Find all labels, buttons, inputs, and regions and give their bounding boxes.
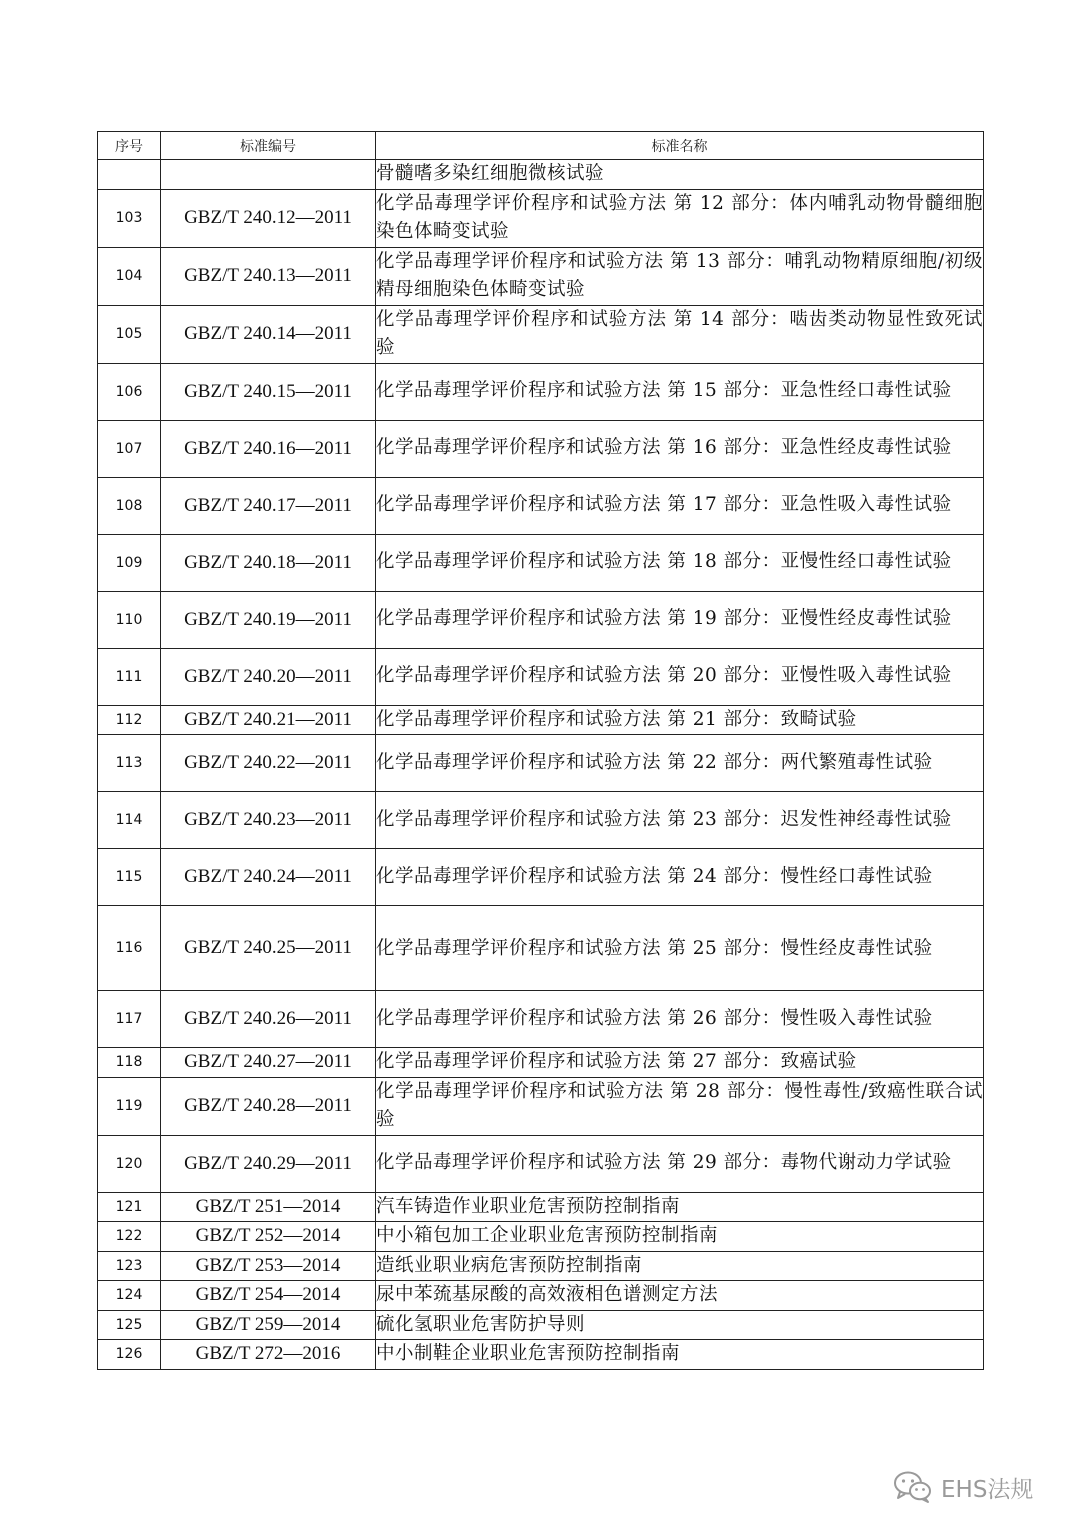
- row-index: 115: [98, 849, 161, 906]
- table-row: [98, 1310, 984, 1340]
- row-index: 124: [98, 1281, 161, 1311]
- row-index: 123: [98, 1251, 161, 1281]
- row-index: 107: [98, 420, 161, 477]
- row-code: GBZ/T 240.14—2011: [161, 305, 376, 363]
- row-name: 化学品毒理学评价程序和试验方法 第 29 部分：毒物代谢动力学试验: [376, 1135, 984, 1192]
- row-code: GBZ/T 240.12—2011: [161, 189, 376, 247]
- table-row: [98, 305, 984, 363]
- standards-table: [97, 131, 984, 1370]
- row-code: GBZ/T 240.22—2011: [161, 735, 376, 792]
- row-code: GBZ/T 272—2016: [161, 1340, 376, 1370]
- row-code: GBZ/T 240.25—2011: [161, 906, 376, 991]
- row-index: [98, 160, 161, 190]
- row-index: 112: [98, 705, 161, 735]
- row-name: 化学品毒理学评价程序和试验方法 第 19 部分：亚慢性经皮毒性试验: [376, 591, 984, 648]
- row-code: [161, 160, 376, 190]
- row-name: 化学品毒理学评价程序和试验方法 第 16 部分：亚急性经皮毒性试验: [376, 420, 984, 477]
- row-code: GBZ/T 240.15—2011: [161, 363, 376, 420]
- row-index: 104: [98, 247, 161, 305]
- row-index: 105: [98, 305, 161, 363]
- table-row: [98, 363, 984, 420]
- row-code: GBZ/T 240.19—2011: [161, 591, 376, 648]
- row-name: 化学品毒理学评价程序和试验方法 第 25 部分：慢性经皮毒性试验: [376, 906, 984, 991]
- table-row: [98, 735, 984, 792]
- row-code: GBZ/T 254—2014: [161, 1281, 376, 1311]
- table-row: [98, 648, 984, 705]
- row-code: GBZ/T 240.13—2011: [161, 247, 376, 305]
- row-name: 化学品毒理学评价程序和试验方法 第 13 部分：哺乳动物精原细胞/初级精母细胞染色体畸变试验: [376, 247, 984, 305]
- row-index: 118: [98, 1048, 161, 1078]
- row-code: GBZ/T 251—2014: [161, 1192, 376, 1222]
- row-code: GBZ/T 240.20—2011: [161, 648, 376, 705]
- table-row: [98, 1192, 984, 1222]
- row-index: 121: [98, 1192, 161, 1222]
- row-name: 化学品毒理学评价程序和试验方法 第 22 部分：两代繁殖毒性试验: [376, 735, 984, 792]
- row-name: 化学品毒理学评价程序和试验方法 第 26 部分：慢性吸入毒性试验: [376, 991, 984, 1048]
- table-row: [98, 991, 984, 1048]
- table-row: [98, 705, 984, 735]
- table-row: [98, 1048, 984, 1078]
- row-index: 114: [98, 792, 161, 849]
- row-index: 119: [98, 1077, 161, 1135]
- row-index: 117: [98, 991, 161, 1048]
- row-index: 103: [98, 189, 161, 247]
- table-row: [98, 1281, 984, 1311]
- row-index: 113: [98, 735, 161, 792]
- row-code: GBZ/T 240.16—2011: [161, 420, 376, 477]
- row-index: 120: [98, 1135, 161, 1192]
- row-name: 中小箱包加工企业职业危害预防控制指南: [376, 1222, 984, 1252]
- row-name: 造纸业职业病危害预防控制指南: [376, 1251, 984, 1281]
- table-row: [98, 849, 984, 906]
- row-name: 汽车铸造作业职业危害预防控制指南: [376, 1192, 984, 1222]
- row-name: 化学品毒理学评价程序和试验方法 第 17 部分：亚急性吸入毒性试验: [376, 477, 984, 534]
- table-row: [98, 1340, 984, 1370]
- row-name: 化学品毒理学评价程序和试验方法 第 28 部分：慢性毒性/致癌性联合试验: [376, 1077, 984, 1135]
- row-code: GBZ/T 259—2014: [161, 1310, 376, 1340]
- wechat-watermark: [893, 1470, 1033, 1504]
- table-row: [98, 591, 984, 648]
- table-row: [98, 1222, 984, 1252]
- table-row: [98, 1251, 984, 1281]
- table-row: [98, 792, 984, 849]
- table-row: [98, 1135, 984, 1192]
- row-code: GBZ/T 240.21—2011: [161, 705, 376, 735]
- row-name: 尿中苯巯基尿酸的高效液相色谱测定方法: [376, 1281, 984, 1311]
- row-code: GBZ/T 240.23—2011: [161, 792, 376, 849]
- row-code: GBZ/T 240.29—2011: [161, 1135, 376, 1192]
- table-row: [98, 247, 984, 305]
- row-code: GBZ/T 252—2014: [161, 1222, 376, 1252]
- table-row: [98, 420, 984, 477]
- row-name: 化学品毒理学评价程序和试验方法 第 27 部分：致癌试验: [376, 1048, 984, 1078]
- header-index: 序号: [98, 132, 161, 160]
- table-row: [98, 534, 984, 591]
- row-name: 化学品毒理学评价程序和试验方法 第 14 部分：啮齿类动物显性致死试验: [376, 305, 984, 363]
- row-code: GBZ/T 240.27—2011: [161, 1048, 376, 1078]
- row-name: 化学品毒理学评价程序和试验方法 第 20 部分：亚慢性吸入毒性试验: [376, 648, 984, 705]
- row-name: 中小制鞋企业职业危害预防控制指南: [376, 1340, 984, 1370]
- row-index: 116: [98, 906, 161, 991]
- row-code: GBZ/T 240.28—2011: [161, 1077, 376, 1135]
- table-row: [98, 906, 984, 991]
- row-name: 化学品毒理学评价程序和试验方法 第 23 部分：迟发性神经毒性试验: [376, 792, 984, 849]
- row-index: 126: [98, 1340, 161, 1370]
- row-name: 化学品毒理学评价程序和试验方法 第 18 部分：亚慢性经口毒性试验: [376, 534, 984, 591]
- row-index: 110: [98, 591, 161, 648]
- table-row: [98, 189, 984, 247]
- header-code: 标准编号: [161, 132, 376, 160]
- table-row: [98, 477, 984, 534]
- watermark-text: EHS法规: [941, 1476, 1034, 1503]
- row-index: 122: [98, 1222, 161, 1252]
- row-name: 骨髓嗜多染红细胞微核试验: [376, 160, 984, 190]
- table-header-row: [98, 132, 984, 160]
- row-index: 108: [98, 477, 161, 534]
- row-code: GBZ/T 240.24—2011: [161, 849, 376, 906]
- row-index: 109: [98, 534, 161, 591]
- row-code: GBZ/T 240.17—2011: [161, 477, 376, 534]
- row-name: 硫化氢职业危害防护导则: [376, 1310, 984, 1340]
- header-name: 标准名称: [376, 132, 984, 160]
- table-row: [98, 160, 984, 190]
- row-code: GBZ/T 240.26—2011: [161, 991, 376, 1048]
- row-name: 化学品毒理学评价程序和试验方法 第 24 部分：慢性经口毒性试验: [376, 849, 984, 906]
- row-code: GBZ/T 240.18—2011: [161, 534, 376, 591]
- row-name: 化学品毒理学评价程序和试验方法 第 12 部分：体内哺乳动物骨髓细胞染色体畸变试验: [376, 189, 984, 247]
- row-name: 化学品毒理学评价程序和试验方法 第 15 部分：亚急性经口毒性试验: [376, 363, 984, 420]
- row-code: GBZ/T 253—2014: [161, 1251, 376, 1281]
- row-index: 111: [98, 648, 161, 705]
- wechat-icon: [893, 1470, 933, 1504]
- row-index: 125: [98, 1310, 161, 1340]
- row-index: 106: [98, 363, 161, 420]
- table-row: [98, 1077, 984, 1135]
- row-name: 化学品毒理学评价程序和试验方法 第 21 部分：致畸试验: [376, 705, 984, 735]
